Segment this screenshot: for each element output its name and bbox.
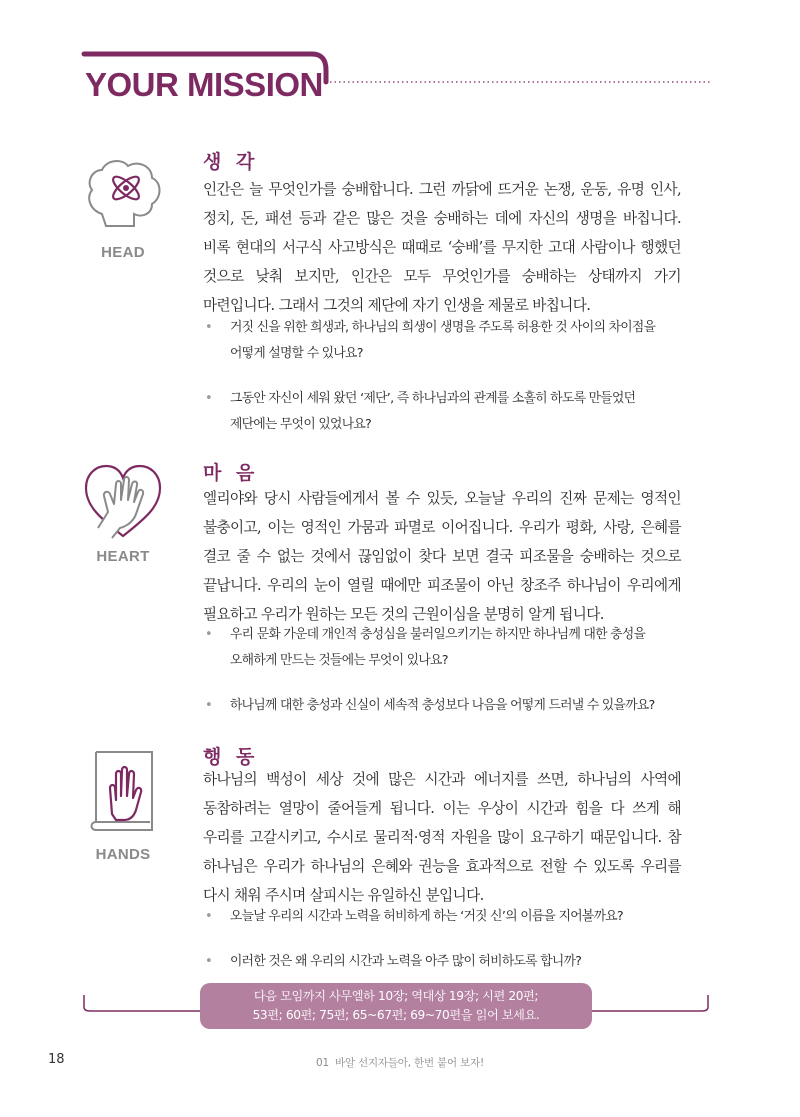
brain-atom-icon — [82, 152, 164, 240]
bullet-icon: • — [205, 909, 212, 924]
question-item: • 우리 문화 가운데 개인적 충성심을 불러일으키기는 하지만 하나님께 대한 충성을 오해하게 만드는 것들에는 무엇이 있나요? — [205, 622, 683, 674]
page-title: YOUR MISSION — [85, 66, 323, 103]
head-label: HEAD — [101, 244, 145, 261]
question-list-action — [205, 904, 683, 994]
question-list-think — [205, 315, 683, 457]
bullet-icon: • — [205, 698, 212, 713]
heart-label: HEART — [96, 548, 150, 565]
section-heading-mind: 마 음 — [203, 462, 259, 484]
section-heading-action: 행 동 — [203, 746, 259, 768]
question-item: • 거짓 신을 위한 희생과, 하나님의 희생이 생명을 주도록 허용한 것 사이의 차이점을 어떻게 설명할 수 있나요? — [205, 315, 683, 367]
question-item: • 이러한 것은 왜 우리의 시간과 노력을 아주 많이 허비하도록 합니까? — [205, 949, 683, 975]
section-body-think: 인간은 늘 무엇인가를 숭배합니다. 그런 까닭에 뜨거운 논쟁, 운동, 유명 인사, 정치, 돈, 패션 등과 같은 많은 것을 숭배하는 데에 자신의 생명을 바칩니다. 비록 현대의 서구식 사고방식은 때때로 ‘숭배’를 무지한 고대 사람이나 행했던 것으로 낮춰 보지만, 인간은 모두 무엇인가를 숭배하는 상태까지 가기 마련입니다. 그래서 그것의 제단에 자기 인생을 제물로 바칩니다. — [203, 181, 681, 314]
chapter-number: 01 — [316, 1057, 329, 1069]
heart-icon-wrap — [82, 458, 164, 565]
question-item: • 오늘날 우리의 시간과 노력을 허비하게 하는 ‘거짓 신’의 이름을 지어볼까요? — [205, 904, 683, 930]
question-list-mind — [205, 622, 683, 738]
hands-icon-wrap — [82, 748, 164, 863]
question-item: • 그동안 자신이 세워 왔던 ‘제단’, 즉 하나님과의 관계를 소홀히 하도록 만들었던 제단에는 무엇이 있었나요? — [205, 386, 683, 438]
reading-line-1: 다음 모임까지 사무엘하 10장; 역대상 19장; 시편 20편; — [253, 989, 539, 1003]
reading-assignment — [200, 983, 592, 1029]
bullet-icon: • — [205, 391, 212, 406]
bullet-icon: • — [205, 320, 212, 335]
running-head — [0, 1055, 800, 1070]
head-icon-wrap — [82, 152, 164, 261]
section-body-action: 하나님의 백성이 세상 것에 많은 시간과 에너지를 쓰면, 하나님의 사역에 동참하려는 열망이 줄어들게 됩니다. 이는 우상이 시간과 힘을 다 쓰게 해 우리를 고갈시키고, 수시로 물리적·영적 자원을 많이 요구하기 때문입니다. 참 하나님은 우리가 하나님의 은혜와 권능을 효과적으로 전할 수 있도록 우리를 다시 채워 주시며 살피시는 유일하신 분입니다. — [203, 771, 681, 904]
section-body-mind: 엘리야와 당시 사람들에게서 볼 수 있듯, 오늘날 우리의 진짜 문제는 영적인 불충이고, 이는 영적인 가뭄과 파멸로 이어집니다. 우리가 평화, 사랑, 은혜를 결코 줄 수 없는 것에서 끊임없이 찾다 보면 결국 피조물을 숭배하는 것으로 끝납니다. 우리의 눈이 열릴 때에만 피조물이 아닌 창조주 하나님이 우리에게 필요하고 우리가 원하는 모든 것의 근원이심을 분명히 알게 됩니다. — [203, 490, 681, 623]
bullet-icon: • — [205, 627, 212, 642]
chapter-title: 바알 선지자들아, 한번 붙어 보자! — [335, 1057, 484, 1069]
reading-line-2: 53편; 60편; 75편; 65~67편; 69~70편을 읽어 보세요. — [252, 1008, 540, 1022]
page-number: 18 — [48, 1052, 65, 1067]
question-item: • 하나님께 대한 충성과 신실이 세속적 충성보다 나음을 어떻게 드러낼 수 있을까요? — [205, 693, 683, 719]
hands-label: HANDS — [95, 846, 151, 863]
section-heading-think: 생 각 — [203, 151, 259, 173]
book-hand-icon — [82, 748, 164, 842]
bullet-icon: • — [205, 954, 212, 969]
heart-hand-icon — [82, 458, 164, 544]
